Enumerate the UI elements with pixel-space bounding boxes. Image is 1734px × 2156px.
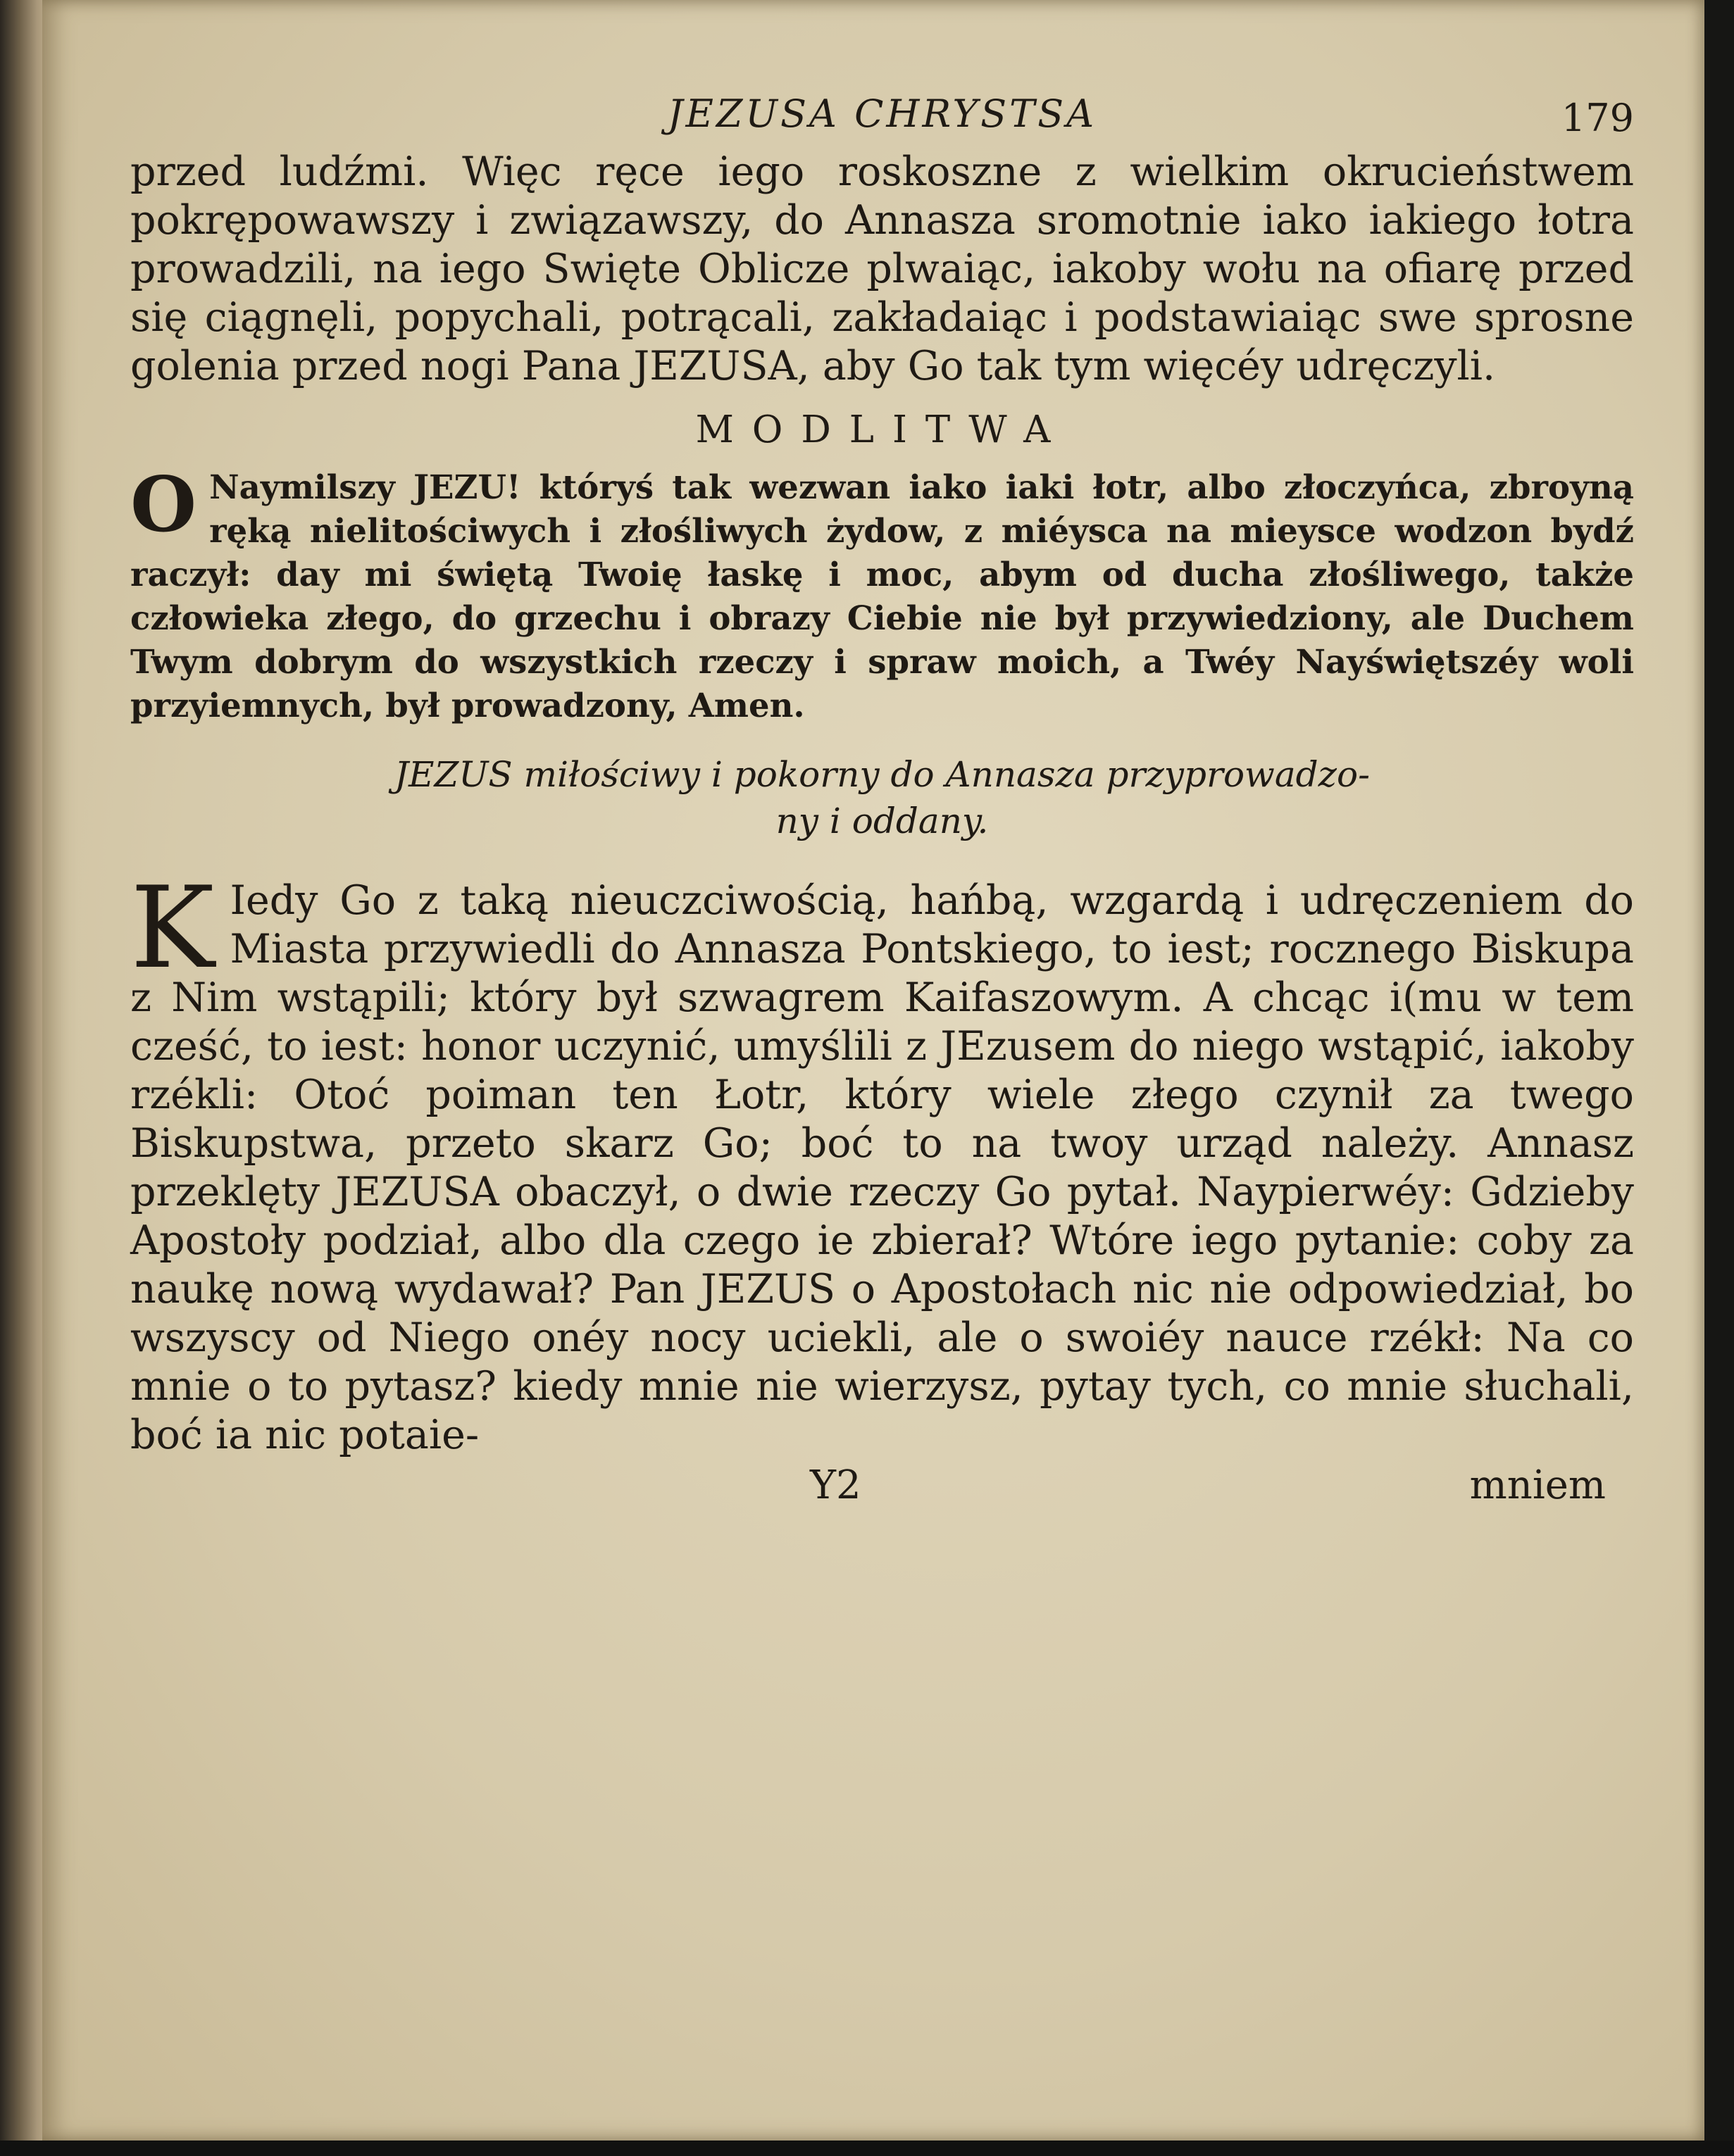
page-footer bbox=[130, 1462, 1634, 1519]
scan-border-bottom bbox=[0, 2141, 1734, 2156]
prayer-dropcap: O bbox=[130, 460, 197, 549]
subheading-line-2: ny i oddany. bbox=[775, 801, 989, 841]
prayer-text: Naymilszy JEZU! któryś tak wezwan iako iaki łotr, albo złoczyńca, zbroyną ręką nielitościwych i złośliwych żydow, z miéysca na mieysce wodzon bydź raczył: day mi świętą Twoię łaskę i moc, abym od ducha złośliwego, także człowieka złego, do grzechu i obrazy Ciebie nie był przywiedziony, ale Duchem Twym dobrym do wszystkich rzeczy i spraw moich, a Twéy Nayświętszéy woli przyiemnych, był prowadzony, Amen. bbox=[130, 468, 1634, 725]
subheading-line-1: JEZUS miłościwy i pokorny do Annasza przyprowadzo- bbox=[394, 754, 1370, 795]
section-paragraph bbox=[130, 862, 1634, 1460]
prayer-paragraph bbox=[130, 460, 1634, 727]
signature-mark: Y2 bbox=[810, 1462, 861, 1508]
section-dropcap: K bbox=[130, 862, 215, 994]
page-header bbox=[130, 92, 1634, 148]
running-title: JEZUSA CHRYSTSA bbox=[667, 92, 1097, 136]
catchword: mniem bbox=[1469, 1462, 1606, 1508]
intro-paragraph: przed ludźmi. Więc ręce iego roskoszne z wielkim okrucieństwem pokrępowawszy i związawszy, do Annasza sromotnie iako iakiego łotra prowadzili, na iego Swięte Oblicze plwaiąc, iakoby wołu na ofiarę przed się ciągnęli, popychali, potrącali, zakładaiąc i podstawiaiąc swe sprosne golenia przed nogi Pana JEZUSA, aby Go tak tym więcéy udręczyli. bbox=[130, 149, 1634, 389]
scan-border-right bbox=[1704, 0, 1734, 2156]
section-text: Iedy Go z taką nieuczciwością, hańbą, wzgardą i udręczeniem do Miasta przywiedli do Annasza Pontskiego, to iest; rocznego Biskupa z Nim wstąpili; który był szwagrem Kaifaszowym. A chcąc i(mu w tem cześć, to iest: honor uczynić, umyślili z JEzusem do niego wstąpić, iakoby rzékli: Otoć poiman ten Łotr, który wiele złego czynił za twego Biskupstwa, przeto skarz Go; boć to na twoy urząd należy. Annasz przeklęty JEZUSA obaczył, o dwie rzeczy Go pytał. Naypierwéy: Gdzieby Apostoły podział, albo dla czego ie zbierał? Wtóre iego pytanie: coby za naukę nową wydawał? Pan JEZUS o Apostołach nic nie odpowiedział, bo wszyscy od Niego onéy nocy uciekli, ale o swoiéy nauce rzékł: Na co mnie o to pytasz? kiedy mnie nie wierzysz, pytay tych, co mnie słuchali, boć ia nic potaie- bbox=[130, 877, 1634, 1458]
page-number: 179 bbox=[1561, 96, 1634, 140]
section-subheading bbox=[130, 751, 1634, 844]
prayer-heading: MODLITWA bbox=[695, 408, 1069, 451]
page-text-block bbox=[130, 92, 1634, 1519]
